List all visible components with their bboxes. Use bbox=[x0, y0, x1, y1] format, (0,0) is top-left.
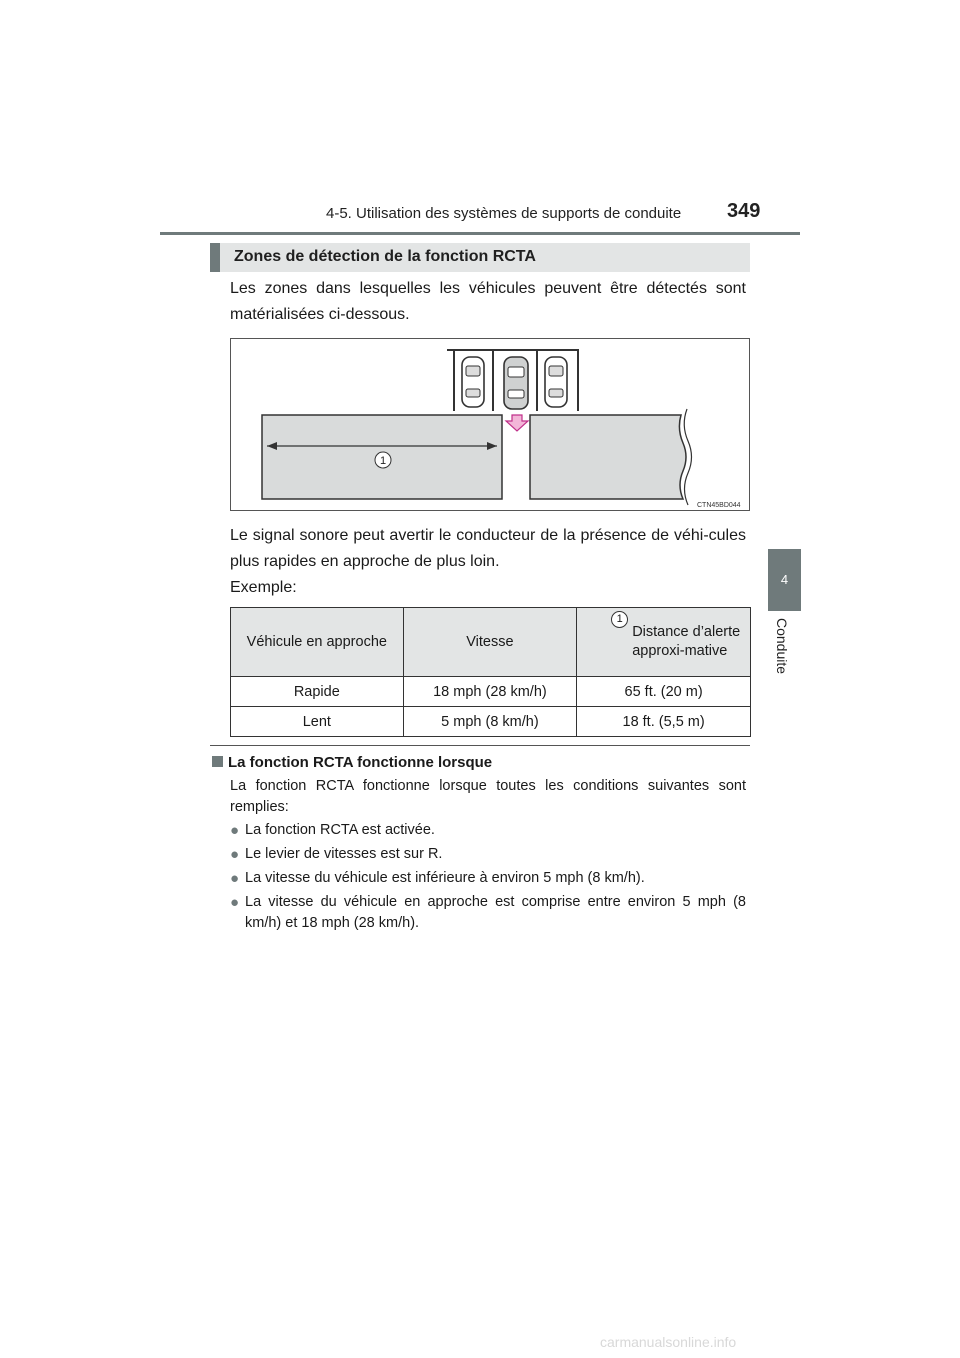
list-item bbox=[230, 868, 746, 889]
list-item-text: La vitesse du véhicule est inférieure à environ 5 mph (8 km/h). bbox=[245, 870, 645, 886]
operation-heading-text: La fonction RCTA fonctionne lorsque bbox=[228, 754, 493, 771]
signal-paragraph: Le signal sonore peut avertir le conducteur de la présence de véhi-cules plus rapides en approche de plus loin. bbox=[230, 527, 746, 570]
parked-car-right-icon bbox=[545, 357, 567, 407]
column-header-vehicle: Véhicule en approche bbox=[231, 608, 404, 677]
bullet-dot-icon: ● bbox=[230, 822, 240, 839]
header-rule bbox=[160, 232, 800, 235]
table-cell: Rapide bbox=[231, 677, 404, 707]
table-row bbox=[231, 707, 751, 737]
section-title: Zones de détection de la fonction RCTA bbox=[234, 248, 536, 265]
list-item bbox=[230, 844, 746, 865]
list-item bbox=[230, 892, 746, 934]
reversing-car-icon bbox=[504, 357, 528, 409]
reverse-direction-arrow-icon bbox=[506, 415, 528, 431]
bullet-dot-icon: ● bbox=[230, 870, 240, 887]
detection-zone-diagram bbox=[231, 339, 751, 512]
table-cell: Lent bbox=[231, 707, 404, 737]
header-section-text: 4-5. Utilisation des systèmes de supports de conduite bbox=[326, 205, 682, 222]
list-item-text: La fonction RCTA est activée. bbox=[245, 822, 435, 838]
watermark: carmanualsonline.info bbox=[600, 1334, 737, 1350]
table-cell: 65 ft. (20 m) bbox=[577, 677, 751, 707]
example-label: Exemple: bbox=[230, 579, 297, 596]
figure-code: CTN45BD044 bbox=[697, 502, 741, 509]
callout-1 bbox=[375, 452, 391, 468]
callout-1-text: 1 bbox=[379, 455, 387, 467]
rcta-distance-table bbox=[230, 607, 751, 737]
detection-zone-figure bbox=[230, 338, 750, 511]
list-item-text: La vitesse du véhicule en approche est comprise entre environ 5 mph (8 km/h) et 18 mph (28 km/h). bbox=[245, 894, 746, 931]
callout-1-table: 1 bbox=[611, 611, 628, 628]
page-number: 349 bbox=[727, 200, 761, 222]
intro-paragraph: Les zones dans lesquelles les véhicules peuvent être détectés sont matérialisées ci-dessous. bbox=[230, 280, 746, 323]
table-cell: 18 mph (28 km/h) bbox=[403, 677, 577, 707]
column-header-speed: Vitesse bbox=[403, 608, 577, 677]
chapter-tab: 4 bbox=[768, 549, 801, 611]
chapter-tab-label: Conduite bbox=[774, 618, 790, 675]
table-cell: 5 mph (8 km/h) bbox=[403, 707, 577, 737]
list-item-text: Le levier de vitesses est sur R. bbox=[245, 846, 443, 862]
parked-car-left-icon bbox=[462, 357, 484, 407]
operation-intro: La fonction RCTA fonctionne lorsque toutes les conditions suivantes sont remplies: bbox=[230, 778, 746, 815]
table-row bbox=[231, 677, 751, 707]
section-divider bbox=[210, 745, 750, 746]
column-header-distance-text: Distance d’alerte approxi-mative bbox=[632, 624, 741, 659]
square-bullet-icon bbox=[212, 756, 223, 767]
column-header-distance bbox=[577, 608, 751, 677]
bullet-dot-icon: ● bbox=[230, 894, 240, 911]
table-header-row bbox=[231, 608, 751, 677]
detection-zone-right bbox=[530, 415, 686, 499]
list-item bbox=[230, 820, 746, 841]
operation-heading bbox=[212, 754, 492, 771]
section-heading-bar bbox=[210, 243, 750, 272]
bullet-dot-icon: ● bbox=[230, 846, 240, 863]
table-cell: 18 ft. (5,5 m) bbox=[577, 707, 751, 737]
